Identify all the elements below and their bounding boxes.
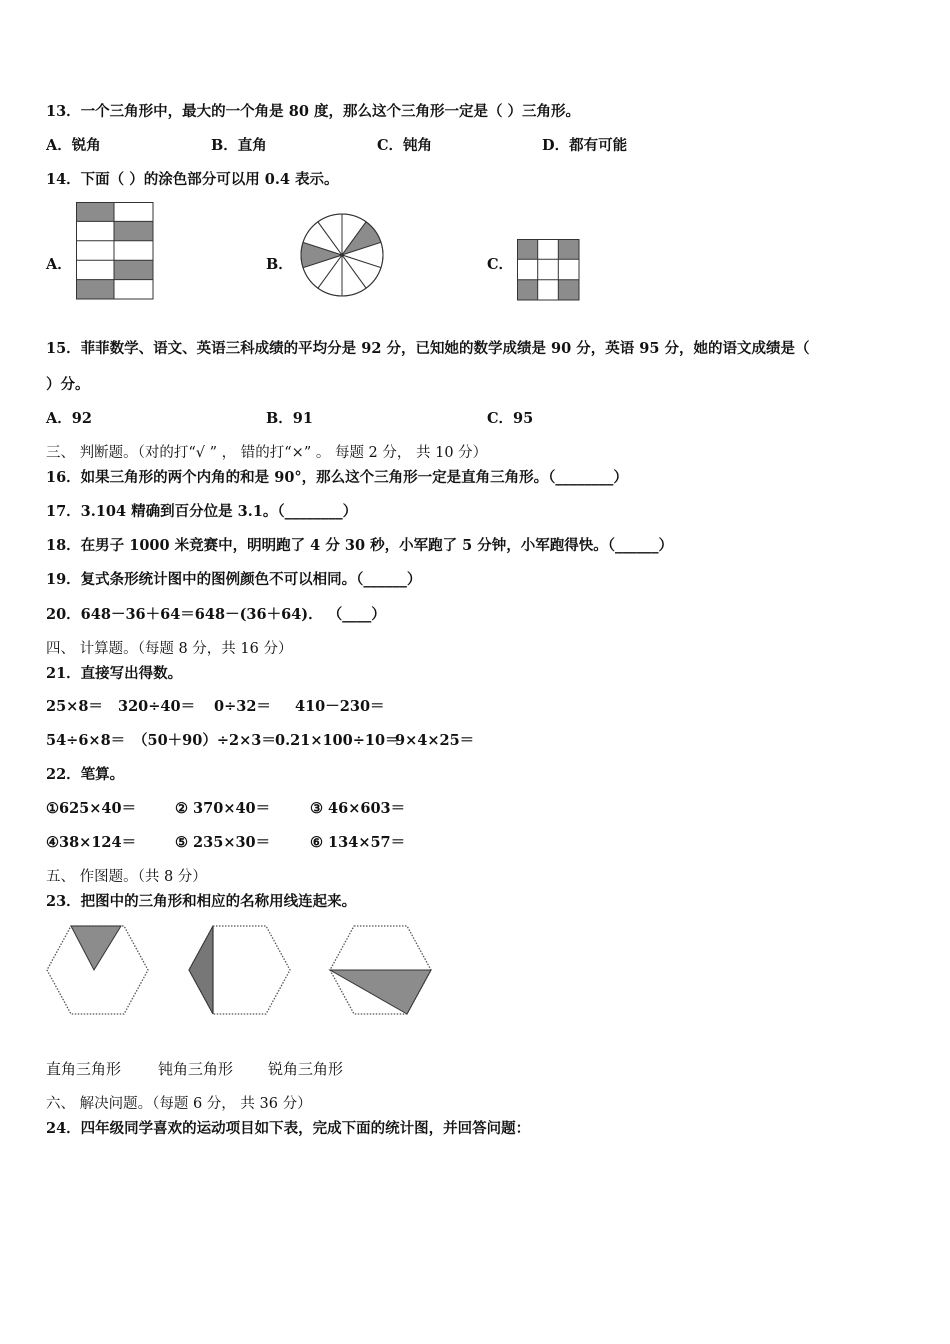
q21-item: 25×8＝	[46, 698, 103, 715]
q15-option-c[interactable]: C．95	[487, 410, 534, 427]
grid-a-cell-shaded	[76, 280, 114, 299]
q16-text: 16．如果三角形的两个内角的和是 90°，那么这个三角形一定是直角三角形。（________）	[46, 469, 628, 486]
q13-option-c[interactable]: C．钝角	[377, 137, 433, 154]
grid-a-cell-shaded	[114, 221, 153, 240]
q21-stem: 21．直接写出得数。	[46, 665, 183, 682]
q21-item: 9×4×25＝	[395, 732, 475, 749]
q14-option-b-label[interactable]: B．	[266, 256, 293, 273]
q13-option-b[interactable]: B．直角	[211, 137, 267, 154]
q23-hexagon-obtuse	[329, 924, 433, 1016]
grid-c-cell-shaded	[517, 239, 538, 259]
grid-c-cell-shaded	[558, 280, 579, 300]
q14-option-c-label[interactable]: C．	[487, 256, 514, 273]
q21-item: 54÷6×8＝	[46, 732, 126, 749]
q22-stem: 22．笔算。	[46, 766, 125, 783]
grid-c-cell-shaded	[517, 280, 538, 300]
q15-stem-line2: ）分。	[46, 376, 90, 393]
section-6-title: 六、 解决问题。（每题 6 分， 共 36 分）	[46, 1096, 312, 1112]
section-3-title: 三、 判断题。（对的打“√ ” ， 错的打“×” 。 每题 2 分， 共 10 分）	[46, 445, 488, 461]
q23-name-obtuse-triangle[interactable]: 钝角三角形	[158, 1060, 234, 1078]
section-5-title: 五、 作图题。（共 8 分）	[46, 869, 207, 885]
grid-a-cell-shaded	[76, 202, 114, 221]
q22-item: ①625×40＝	[46, 800, 137, 817]
q22-item: ② 370×40＝	[175, 800, 271, 817]
section-4-title: 四、 计算题。（每题 8 分，共 16 分）	[46, 641, 293, 657]
q23-hexagon-right	[188, 924, 292, 1016]
q15-stem-line1: 15．菲菲数学、语文、英语三科成绩的平均分是 92 分，已知她的数学成绩是 90 分，英语 95 分，她的语文成绩是（	[46, 340, 810, 357]
q21-item: 410－230＝	[295, 698, 385, 715]
q21-item: 0÷32＝	[214, 698, 271, 715]
q22-item: ③ 46×603＝	[310, 800, 406, 817]
q17-text: 17．3.104 精确到百分位是 3.1。（________）	[46, 503, 358, 520]
q23-hexagon-acute	[46, 924, 150, 1016]
q18-text: 18．在男子 1000 米竞赛中，明明跑了 4 分 30 秒，小军跑了 5 分钟，小军跑得快。（______）	[46, 537, 674, 554]
q15-option-a[interactable]: A．92	[46, 410, 92, 427]
q22-item: ⑥ 134×57＝	[310, 834, 406, 851]
q14-figure-a-grid	[76, 202, 154, 300]
q13-stem: 13．一个三角形中，最大的一个角是 80 度，那么这个三角形一定是（ ）三角形。	[46, 103, 580, 120]
q14-figure-b-circle	[299, 212, 385, 298]
q24-stem: 24．四年级同学喜欢的运动项目如下表，完成下面的统计图，并回答问题：	[46, 1120, 531, 1137]
q23-name-acute-triangle[interactable]: 锐角三角形	[268, 1060, 344, 1078]
q23-name-right-triangle[interactable]: 直角三角形	[46, 1060, 122, 1078]
q20-text: 20．648－36＋64＝648－(36＋64)． （____）	[46, 606, 386, 623]
q22-item: ⑤ 235×30＝	[175, 834, 271, 851]
q13-option-a[interactable]: A．锐角	[46, 137, 101, 154]
q15-option-b[interactable]: B．91	[266, 410, 313, 427]
q14-option-a-label[interactable]: A．	[46, 256, 72, 273]
q19-text: 19．复式条形统计图中的图例颜色不可以相同。（______）	[46, 571, 422, 588]
q14-figure-c-grid	[517, 239, 580, 301]
q21-item: 320÷40＝	[118, 698, 196, 715]
q21-item: 0.21×100÷10＝	[275, 732, 400, 749]
q22-item: ④38×124＝	[46, 834, 137, 851]
q21-item: （50＋90）÷2×3＝	[133, 732, 276, 749]
grid-a-cell-shaded	[114, 260, 153, 279]
q23-stem: 23．把图中的三角形和相应的名称用线连起来。	[46, 893, 357, 910]
grid-c-cell-shaded	[558, 239, 579, 259]
right-triangle-shaded[interactable]	[189, 926, 213, 1014]
q14-stem: 14．下面（ ）的涂色部分可以用 0.4 表示。	[46, 171, 339, 188]
q13-option-d[interactable]: D．都有可能	[542, 137, 628, 154]
